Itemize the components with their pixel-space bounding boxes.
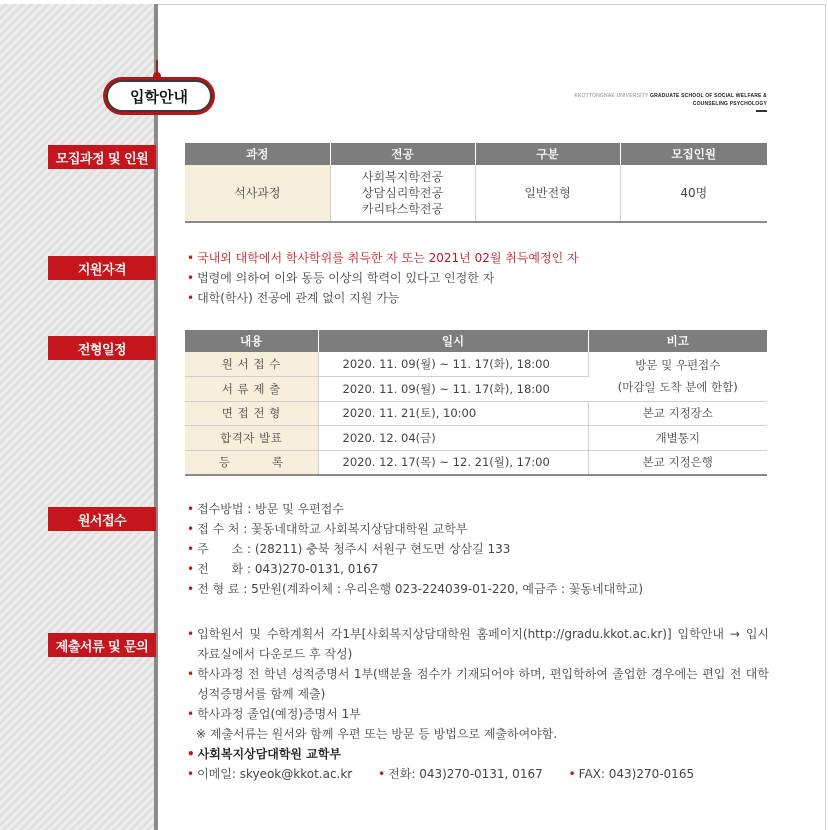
schedule-item: 원 서 접 수 [185, 352, 318, 377]
table-row [185, 165, 767, 222]
table-row [185, 450, 767, 475]
list-item: • 국내외 대학에서 학사학위를 취득한 자 또는 2021년 02월 취득예정인 자 [187, 251, 579, 265]
table-row [185, 401, 767, 426]
university-name: KKOTTONGNAE UNIVERSITY [574, 93, 649, 99]
schedule-note: 본교 지정장소 [588, 401, 767, 426]
schedule-item: 서 류 제 출 [185, 377, 318, 402]
majors-cell [330, 165, 475, 222]
col-item: 내용 [185, 330, 318, 352]
contact-title: • 사회복지상담대학원 교학부 [187, 747, 341, 761]
recruit-table [185, 143, 767, 223]
col-date: 일시 [318, 330, 588, 352]
university-caption [574, 92, 767, 108]
schedule-table-header [185, 330, 767, 352]
schedule-note-merged: 방문 및 우편접수 (마감일 도착 분에 한함) [588, 352, 767, 401]
major-item: 사회복지학전공 [361, 170, 444, 184]
schedule-note: 본교 지정은행 [588, 450, 767, 475]
left-band-edge [154, 4, 158, 830]
left-decorative-band [0, 4, 158, 830]
schedule-table [185, 330, 767, 476]
section-label-qualification: 지원자격 [48, 256, 156, 280]
documents-list [187, 624, 769, 784]
list-item: • 접수방법 : 방문 및 우편접수 [187, 502, 344, 516]
table-row [185, 352, 767, 377]
section-label-schedule: 전형일정 [48, 336, 156, 360]
list-item: • 전 화 : 043)270-0131, 0167 [187, 562, 379, 576]
contact-email: 이메일: skyeok@kkot.ac.kr [197, 767, 353, 781]
list-item: • 대학(학사) 전공에 관계 없이 지원 가능 [187, 291, 400, 305]
contact-line: • 이메일: skyeok@kkot.ac.kr • 전화: 043)270-0131, 0167 • FAX: 043)270-0165 [187, 767, 695, 781]
section-label-application: 원서접수 [48, 507, 156, 531]
badge-dot [153, 72, 161, 80]
major-item: 카리타스학전공 [361, 202, 444, 216]
list-item: • 입학원서 및 수학계획서 각1부[사회복지상담대학원 홈페이지(http://gradu.kkot.ac.kr)] 입학안내 → 입시 자료실에서 다운로드 후 작성) [187, 627, 769, 661]
list-item: • 주 소 : (28211) 충북 청주시 서원구 현도면 상삼길 133 [187, 542, 511, 556]
course-cell: 석사과정 [185, 165, 330, 222]
schedule-item: 합격자 발표 [185, 426, 318, 451]
type-cell: 일반전형 [475, 165, 620, 222]
schedule-date: 2020. 11. 21(토), 10:00 [318, 401, 588, 426]
documents-note: ※ 제출서류는 원서와 함께 우편 또는 방문 등 방법으로 제출하여야함. [196, 727, 558, 741]
schedule-date: 2020. 11. 09(월) ~ 11. 17(화), 18:00 [318, 352, 588, 377]
list-item: • 학사과정 전 학년 성적증명서 1부(백분율 점수가 기재되어야 하며, 편입학하여 졸업한 경우에는 편입 전 대학 성적증명서를 함께 제출) [187, 667, 769, 701]
schedule-note: 개별통지 [588, 426, 767, 451]
application-list [187, 499, 643, 599]
list-item: • 접 수 처 : 꽃동네대학교 사회복지상담대학원 교학부 [187, 522, 468, 536]
school-name-line1: GRADUATE SCHOOL OF SOCIAL WELFARE & [649, 93, 767, 99]
list-item: • 학사과정 졸업(예정)증명서 1부 [187, 707, 361, 721]
list-item: • 법령에 의하여 이와 동등 이상의 학력이 있다고 인정한 자 [187, 271, 495, 285]
table-row [185, 426, 767, 451]
recruit-table-header [185, 143, 767, 165]
col-type: 구분 [475, 143, 620, 165]
col-major: 전공 [330, 143, 475, 165]
major-item: 상담심리학전공 [361, 186, 444, 200]
count-cell: 40명 [620, 165, 767, 222]
contact-fax: FAX: 043)270-0165 [578, 767, 695, 781]
contact-phone: 전화: 043)270-0131, 0167 [388, 767, 543, 781]
page-title-badge [106, 80, 212, 112]
list-item: • 전 형 료 : 5만원(계좌이체 : 우리은행 023-224039-01-220, 예금주 : 꽃동네대학교) [187, 582, 644, 596]
school-name-line2: COUNSELING PSYCHOLOGY [692, 101, 767, 107]
schedule-date: 2020. 12. 04(금) [318, 426, 588, 451]
caption-rule [756, 110, 767, 112]
col-note: 비고 [588, 330, 767, 352]
schedule-date: 2020. 12. 17(목) ~ 12. 21(월), 17:00 [318, 450, 588, 475]
schedule-date: 2020. 11. 09(월) ~ 11. 17(화), 18:00 [318, 377, 588, 402]
schedule-item: 면 접 전 형 [185, 401, 318, 426]
schedule-item: 등 록 [185, 450, 318, 475]
col-course: 과정 [185, 143, 330, 165]
section-label-documents: 제출서류 및 문의 [48, 633, 156, 657]
col-count: 모집인원 [620, 143, 767, 165]
section-label-recruit: 모집과정 및 인원 [48, 145, 156, 169]
qualification-list [187, 248, 579, 308]
page-title: 입학안내 [130, 88, 188, 106]
